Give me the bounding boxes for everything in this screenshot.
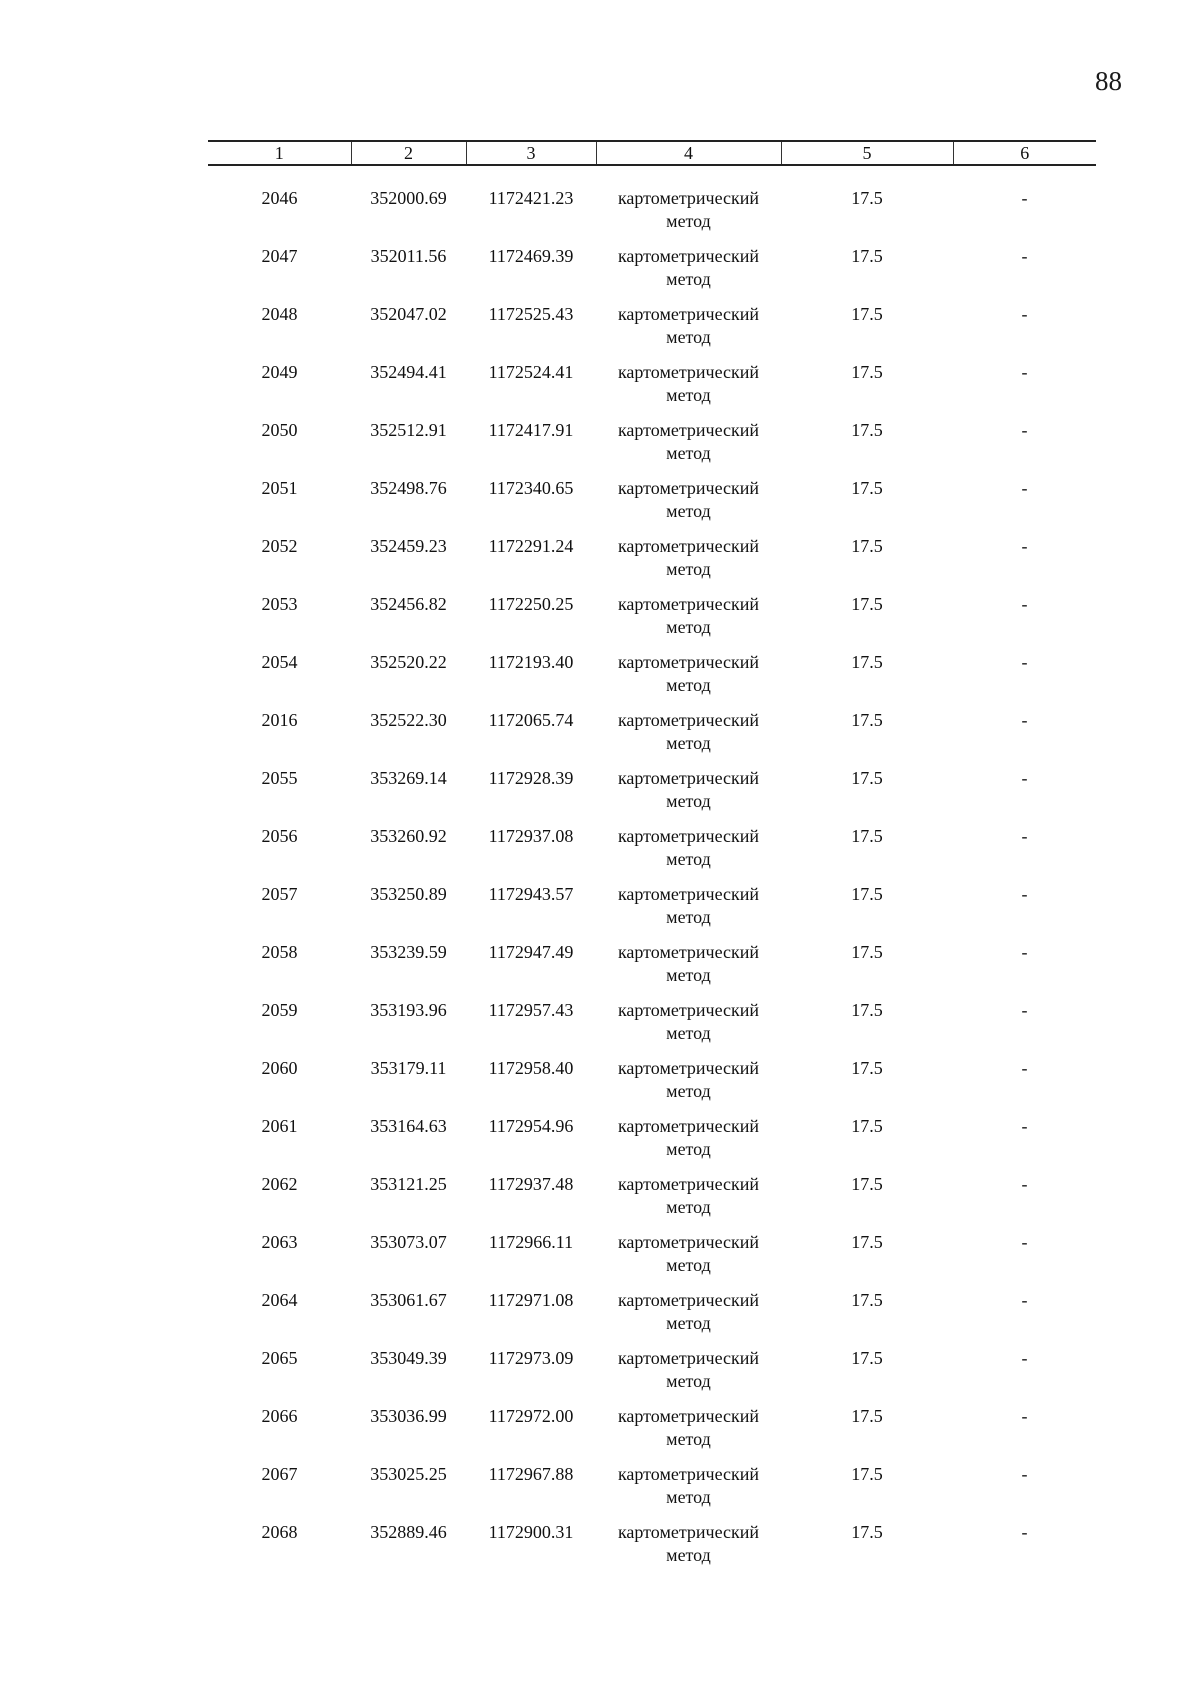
accuracy-cell: 17.5 [851, 1348, 883, 1368]
method-line-1: картометрический [617, 1464, 760, 1484]
header-row [208, 141, 1096, 165]
y-coordinate-cell: 1172193.40 [488, 652, 574, 672]
method-line-2: метод [666, 1081, 711, 1101]
point-number-cell: 2054 [261, 652, 298, 672]
method-line-2: метод [666, 1023, 711, 1043]
table-row [208, 535, 1096, 593]
accuracy-cell: 17.5 [851, 1174, 883, 1194]
accuracy-cell: 17.5 [851, 1522, 883, 1542]
point-number-cell: 2065 [261, 1348, 298, 1368]
point-number-cell: 2048 [261, 304, 298, 324]
y-coordinate-cell: 1172250.25 [488, 594, 574, 614]
y-coordinate-cell: 1172421.23 [488, 188, 574, 208]
x-coordinate-cell: 353179.11 [370, 1058, 447, 1078]
accuracy-cell: 17.5 [851, 304, 883, 324]
accuracy-cell: 17.5 [851, 188, 883, 208]
method-cell [596, 1115, 781, 1173]
note-cell: - [1021, 362, 1028, 382]
y-coordinate-cell: 1172967.88 [488, 1464, 574, 1484]
x-coordinate-cell: 353250.89 [370, 884, 447, 904]
table-row [208, 361, 1096, 419]
note-cell: - [1021, 884, 1028, 904]
table-body [208, 165, 1096, 1579]
method-line-1: картометрический [617, 188, 760, 208]
method-cell [596, 245, 781, 303]
note-cell: - [1021, 1232, 1028, 1252]
table-row [208, 709, 1096, 767]
y-coordinate-cell: 1172928.39 [488, 768, 574, 788]
x-coordinate-cell: 352047.02 [370, 304, 447, 324]
table-row [208, 477, 1096, 535]
coordinates-table-wrapper [208, 140, 1096, 1579]
point-number-cell: 2066 [261, 1406, 298, 1426]
point-number-cell: 2064 [261, 1290, 298, 1310]
method-line-2: метод [666, 617, 711, 637]
note-cell: - [1021, 1000, 1028, 1020]
point-number-cell: 2056 [261, 826, 298, 846]
method-line-1: картометрический [617, 942, 760, 962]
method-cell [596, 1289, 781, 1347]
accuracy-cell: 17.5 [851, 362, 883, 382]
point-number-cell: 2046 [261, 188, 298, 208]
method-line-1: картометрический [617, 362, 760, 382]
method-line-2: метод [666, 1371, 711, 1391]
x-coordinate-cell: 352494.41 [370, 362, 447, 382]
table-row [208, 1289, 1096, 1347]
y-coordinate-cell: 1172973.09 [488, 1348, 574, 1368]
method-cell [596, 1405, 781, 1463]
x-coordinate-cell: 353269.14 [370, 768, 447, 788]
page-number: 88 [1095, 66, 1122, 96]
method-line-2: метод [666, 211, 711, 231]
point-number-cell: 2061 [261, 1116, 298, 1136]
accuracy-cell: 17.5 [851, 884, 883, 904]
x-coordinate-cell: 352459.23 [370, 536, 447, 556]
method-line-2: метод [666, 501, 711, 521]
x-coordinate-cell: 353025.25 [370, 1464, 447, 1484]
column-header-5: 5 [781, 141, 953, 165]
accuracy-cell: 17.5 [851, 768, 883, 788]
method-line-2: метод [666, 1313, 711, 1333]
method-line-1: картометрический [617, 768, 760, 788]
y-coordinate-cell: 1172065.74 [488, 710, 574, 730]
note-cell: - [1021, 768, 1028, 788]
y-coordinate-cell: 1172937.48 [488, 1174, 574, 1194]
method-cell [596, 941, 781, 999]
y-coordinate-cell: 1172469.39 [488, 246, 574, 266]
column-header-1: 1 [208, 141, 351, 165]
table-row [208, 165, 1096, 245]
method-line-1: картометрический [617, 420, 760, 440]
table-row [208, 1347, 1096, 1405]
method-line-2: метод [666, 849, 711, 869]
y-coordinate-cell: 1172937.08 [488, 826, 574, 846]
method-line-1: картометрический [617, 304, 760, 324]
method-cell [596, 883, 781, 941]
method-cell [596, 999, 781, 1057]
table-row [208, 941, 1096, 999]
method-line-2: метод [666, 1487, 711, 1507]
table-row [208, 1173, 1096, 1231]
column-header-6: 6 [953, 141, 1096, 165]
accuracy-cell: 17.5 [851, 710, 883, 730]
accuracy-cell: 17.5 [851, 478, 883, 498]
point-number-cell: 2068 [261, 1522, 298, 1542]
accuracy-cell: 17.5 [851, 1232, 883, 1252]
note-cell: - [1021, 536, 1028, 556]
y-coordinate-cell: 1172957.43 [488, 1000, 574, 1020]
x-coordinate-cell: 353073.07 [370, 1232, 447, 1252]
accuracy-cell: 17.5 [851, 826, 883, 846]
note-cell: - [1021, 1464, 1028, 1484]
method-line-1: картометрический [617, 1522, 760, 1542]
accuracy-cell: 17.5 [851, 420, 883, 440]
accuracy-cell: 17.5 [851, 942, 883, 962]
method-line-2: метод [666, 733, 711, 753]
y-coordinate-cell: 1172900.31 [488, 1522, 574, 1542]
note-cell: - [1021, 942, 1028, 962]
accuracy-cell: 17.5 [851, 1058, 883, 1078]
method-line-1: картометрический [617, 1116, 760, 1136]
note-cell: - [1021, 420, 1028, 440]
method-cell [596, 1057, 781, 1115]
point-number-cell: 2055 [261, 768, 298, 788]
method-line-1: картометрический [617, 884, 760, 904]
x-coordinate-cell: 352011.56 [370, 246, 447, 266]
table-row [208, 1521, 1096, 1579]
x-coordinate-cell: 353164.63 [370, 1116, 447, 1136]
method-line-2: метод [666, 269, 711, 289]
method-cell [596, 361, 781, 419]
method-cell [596, 419, 781, 477]
method-line-1: картометрический [617, 652, 760, 672]
table-row [208, 883, 1096, 941]
note-cell: - [1021, 246, 1028, 266]
point-number-cell: 2047 [261, 246, 298, 266]
table-row [208, 767, 1096, 825]
x-coordinate-cell: 353193.96 [370, 1000, 447, 1020]
method-line-1: картометрический [617, 1348, 760, 1368]
table-row [208, 999, 1096, 1057]
method-line-1: картометрический [617, 1290, 760, 1310]
table-row [208, 1405, 1096, 1463]
note-cell: - [1021, 1174, 1028, 1194]
method-line-1: картометрический [617, 478, 760, 498]
table-row [208, 825, 1096, 883]
x-coordinate-cell: 352522.30 [370, 710, 447, 730]
note-cell: - [1021, 1116, 1028, 1136]
note-cell: - [1021, 1058, 1028, 1078]
method-cell [596, 1521, 781, 1579]
note-cell: - [1021, 1290, 1028, 1310]
x-coordinate-cell: 352456.82 [370, 594, 447, 614]
y-coordinate-cell: 1172943.57 [488, 884, 574, 904]
accuracy-cell: 17.5 [851, 1116, 883, 1136]
point-number-cell: 2052 [261, 536, 298, 556]
method-line-1: картометрический [617, 536, 760, 556]
method-line-1: картометрический [617, 1406, 760, 1426]
method-cell [596, 651, 781, 709]
method-line-2: метод [666, 965, 711, 985]
point-number-cell: 2062 [261, 1174, 298, 1194]
y-coordinate-cell: 1172966.11 [488, 1232, 574, 1252]
method-line-2: метод [666, 327, 711, 347]
point-number-cell: 2063 [261, 1232, 298, 1252]
method-cell [596, 303, 781, 361]
method-line-2: метод [666, 675, 711, 695]
note-cell: - [1021, 1348, 1028, 1368]
accuracy-cell: 17.5 [851, 1406, 883, 1426]
note-cell: - [1021, 710, 1028, 730]
point-number-cell: 2060 [261, 1058, 298, 1078]
method-line-1: картометрический [617, 1000, 760, 1020]
method-cell [596, 165, 781, 245]
y-coordinate-cell: 1172417.91 [488, 420, 574, 440]
method-line-1: картометрический [617, 594, 760, 614]
point-number-cell: 2058 [261, 942, 298, 962]
method-line-1: картометрический [617, 1174, 760, 1194]
point-number-cell: 2051 [261, 478, 298, 498]
y-coordinate-cell: 1172972.00 [488, 1406, 574, 1426]
note-cell: - [1021, 188, 1028, 208]
method-line-2: метод [666, 443, 711, 463]
y-coordinate-cell: 1172524.41 [488, 362, 574, 382]
point-number-cell: 2067 [261, 1464, 298, 1484]
method-cell [596, 1173, 781, 1231]
table-row [208, 245, 1096, 303]
method-line-2: метод [666, 385, 711, 405]
note-cell: - [1021, 1406, 1028, 1426]
table-header [208, 141, 1096, 165]
x-coordinate-cell: 353061.67 [370, 1290, 447, 1310]
table-row [208, 1231, 1096, 1289]
point-number-cell: 2053 [261, 594, 298, 614]
accuracy-cell: 17.5 [851, 1000, 883, 1020]
method-cell [596, 593, 781, 651]
x-coordinate-cell: 353239.59 [370, 942, 447, 962]
y-coordinate-cell: 1172340.65 [488, 478, 574, 498]
point-number-cell: 2050 [261, 420, 298, 440]
method-cell [596, 1347, 781, 1405]
x-coordinate-cell: 352498.76 [370, 478, 447, 498]
x-coordinate-cell: 353260.92 [370, 826, 447, 846]
method-line-2: метод [666, 1197, 711, 1217]
x-coordinate-cell: 352000.69 [370, 188, 447, 208]
point-number-cell: 2059 [261, 1000, 298, 1020]
method-line-2: метод [666, 559, 711, 579]
method-line-1: картометрический [617, 246, 760, 266]
method-line-2: метод [666, 1139, 711, 1159]
note-cell: - [1021, 826, 1028, 846]
y-coordinate-cell: 1172958.40 [488, 1058, 574, 1078]
x-coordinate-cell: 353036.99 [370, 1406, 447, 1426]
method-line-1: картометрический [617, 1058, 760, 1078]
column-header-4: 4 [596, 141, 781, 165]
note-cell: - [1021, 304, 1028, 324]
table-row [208, 419, 1096, 477]
accuracy-cell: 17.5 [851, 652, 883, 672]
method-line-1: картометрический [617, 826, 760, 846]
x-coordinate-cell: 353121.25 [370, 1174, 447, 1194]
method-line-2: метод [666, 907, 711, 927]
note-cell: - [1021, 1522, 1028, 1542]
point-number-cell: 2057 [261, 884, 298, 904]
method-cell [596, 477, 781, 535]
method-line-1: картометрический [617, 1232, 760, 1252]
method-cell [596, 709, 781, 767]
accuracy-cell: 17.5 [851, 1290, 883, 1310]
table-row [208, 651, 1096, 709]
table-row [208, 1057, 1096, 1115]
method-line-2: метод [666, 1545, 711, 1565]
accuracy-cell: 17.5 [851, 594, 883, 614]
table-row [208, 303, 1096, 361]
note-cell: - [1021, 652, 1028, 672]
column-header-2: 2 [351, 141, 466, 165]
method-cell [596, 825, 781, 883]
accuracy-cell: 17.5 [851, 536, 883, 556]
coordinates-table [208, 140, 1096, 1579]
point-number-cell: 2016 [261, 710, 298, 730]
table-row [208, 1115, 1096, 1173]
table-row [208, 1463, 1096, 1521]
y-coordinate-cell: 1172971.08 [488, 1290, 574, 1310]
accuracy-cell: 17.5 [851, 1464, 883, 1484]
method-line-2: метод [666, 791, 711, 811]
x-coordinate-cell: 353049.39 [370, 1348, 447, 1368]
x-coordinate-cell: 352512.91 [370, 420, 447, 440]
method-line-1: картометрический [617, 710, 760, 730]
method-line-2: метод [666, 1255, 711, 1275]
y-coordinate-cell: 1172525.43 [488, 304, 574, 324]
method-cell [596, 1231, 781, 1289]
method-cell [596, 767, 781, 825]
y-coordinate-cell: 1172291.24 [488, 536, 574, 556]
point-number-cell: 2049 [261, 362, 298, 382]
note-cell: - [1021, 478, 1028, 498]
x-coordinate-cell: 352520.22 [370, 652, 447, 672]
method-line-2: метод [666, 1429, 711, 1449]
x-coordinate-cell: 352889.46 [370, 1522, 447, 1542]
y-coordinate-cell: 1172954.96 [488, 1116, 574, 1136]
note-cell: - [1021, 594, 1028, 614]
method-cell [596, 1463, 781, 1521]
column-header-3: 3 [466, 141, 596, 165]
table-row [208, 593, 1096, 651]
y-coordinate-cell: 1172947.49 [488, 942, 574, 962]
method-cell [596, 535, 781, 593]
accuracy-cell: 17.5 [851, 246, 883, 266]
